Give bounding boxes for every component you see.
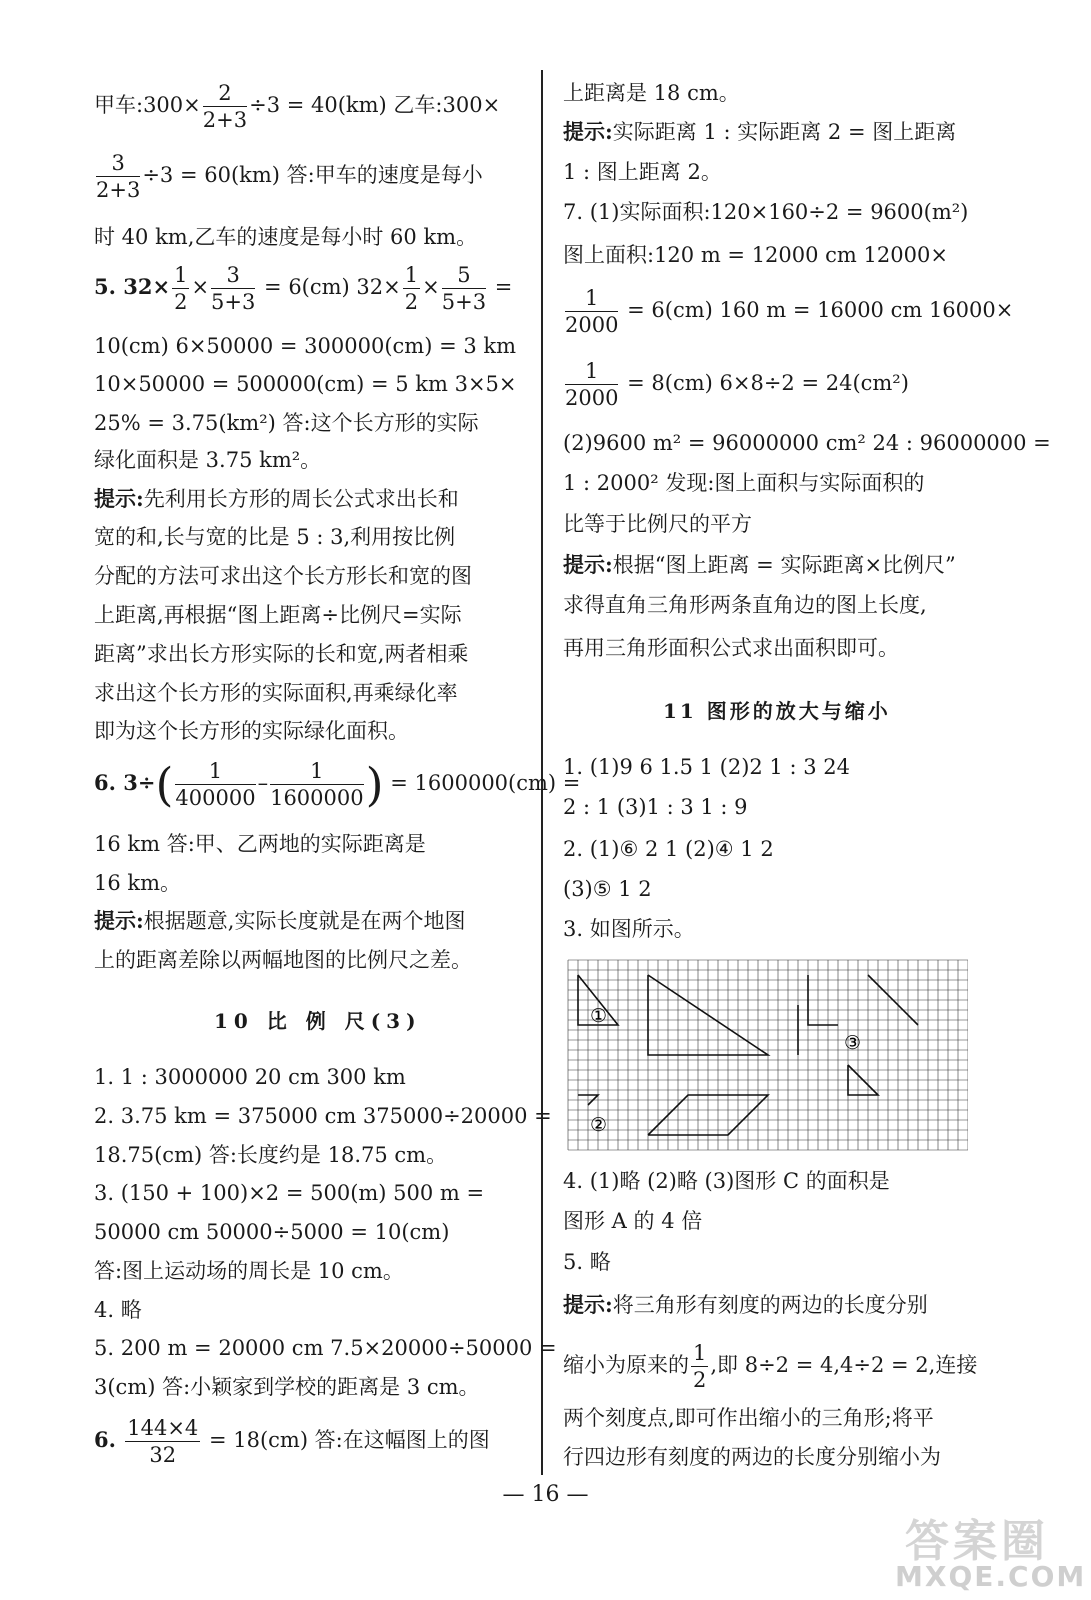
answer-line: 6. 3÷( $\frac{1}{400000}$ – $\frac{1}{1600000}$ ) = 1600000(cm) = [94, 757, 581, 812]
answer-line: 5. 略 [563, 1250, 611, 1274]
watermark [895, 1505, 1087, 1595]
hint-line: 分配的方法可求出这个长方形长和宽的图 [94, 564, 472, 588]
answer-line: 绿化面积是 3.75 km²。 [94, 448, 322, 472]
shape-label-1: ① [590, 1005, 608, 1027]
answer-line: 比等于比例尺的平方 [563, 512, 752, 536]
section-title: 11 图形的放大与缩小 [663, 699, 891, 723]
section-title: 10 比 例 尺(3) [214, 1009, 422, 1033]
answer-line: 10×50000 = 500000(cm) = 5 km 3×5× [94, 372, 517, 396]
hint-line: 缩小为原来的 $\frac{1}{2}$ ,即 8÷2 = 4,4÷2 = 2,连接 [563, 1341, 978, 1392]
fraction: $\frac{2}{2+3}$ [202, 81, 248, 132]
answer-line: 甲车:300× $\frac{2}{2+3}$ ÷3 = 40(km) 乙车:300× [94, 81, 501, 132]
answer-line: 答:图上运动场的周长是 10 cm。 [94, 1259, 404, 1283]
answer-line: 3. 如图所示。 [563, 917, 695, 941]
answer-line: 1. (1)9 6 1.5 1 (2)2 1 : 3 24 [563, 755, 850, 779]
hint-line: 行四边形有刻度的两边的长度分别缩小为 [563, 1445, 941, 1469]
hint-line: 上距离,再根据“图上距离÷比例尺=实际 [94, 603, 462, 627]
answer-line: (2)9600 m² = 96000000 cm² 24 : 96000000 = [563, 431, 1051, 455]
answer-line: 3(cm) 答:小颖家到学校的距离是 3 cm。 [94, 1375, 480, 1399]
watermark-url: MXQE.COM [895, 1560, 1087, 1593]
answer-line: 6. $\frac{144\times 4}{32}$ = 18(cm) 答:在这幅图上的图 [94, 1416, 490, 1467]
hint-line: 宽的和,长与宽的比是 5 : 3,利用按比例 [94, 525, 456, 549]
fraction: $\frac{1}{2}$ [693, 1341, 707, 1392]
answer-line: 2. 3.75 km = 375000 cm 375000÷20000 = [94, 1104, 552, 1128]
answer-line: 4. 略 [94, 1298, 142, 1322]
fraction: $\frac{1}{2000}$ [565, 286, 619, 337]
answer-line: $\frac{1}{2000}$ = 6(cm) 160 m = 16000 cm 16000× [565, 286, 1014, 337]
hint-line: 再用三角形面积公式求出面积即可。 [563, 636, 899, 660]
answer-line: 25% = 3.75(km²) 答:这个长方形的实际 [94, 411, 479, 435]
answer-line: 图上面积:120 m = 12000 cm 12000× [563, 243, 948, 267]
answer-line: 5. 32× $\frac{1}{2}$ × $\frac{3}{5+3}$ = 6(cm) 32× $\frac{1}{2}$ × $\frac{5}{5+3}$ = [94, 263, 513, 314]
answer-line: 2 : 1 (3)1 : 3 1 : 9 [563, 795, 748, 819]
answer-line: 16 km 答:甲、乙两地的实际距离是 [94, 832, 426, 856]
fraction: $\frac{1}{2}$ [174, 263, 188, 314]
answer-line: 16 km。 [94, 871, 182, 895]
fraction: $\frac{3}{5+3}$ [211, 263, 256, 314]
answer-line: 7. (1)实际面积:120×160÷2 = 9600(m²) [563, 200, 969, 224]
hint-line: 求出这个长方形的实际面积,再乘绿化率 [94, 681, 458, 705]
hint-line: 上的距离差除以两幅地图的比例尺之差。 [94, 948, 472, 972]
hint-line: 两个刻度点,即可作出缩小的三角形;将平 [563, 1406, 934, 1430]
fraction: $\frac{5}{5+3}$ [441, 263, 487, 314]
hint-line: 距离”求出长方形实际的长和宽,两者相乘 [94, 642, 469, 666]
answer-line: (3)⑤ 1 2 [563, 877, 652, 901]
hint-line: 1 : 图上距离 2。 [563, 160, 722, 184]
open-paren: ( [155, 757, 174, 812]
answer-line: $\frac{3}{2+3}$ ÷3 = 60(km) 答:甲车的速度是每小 [96, 151, 483, 202]
answer-line: 10(cm) 6×50000 = 300000(cm) = 3 km [94, 334, 517, 358]
hint-line: 即为这个长方形的实际绿化面积。 [94, 719, 409, 743]
answer-line: 1 : 2000² 发现:图上面积与实际面积的 [563, 471, 925, 495]
fraction: $\frac{1}{2}$ [404, 263, 419, 314]
page-number: — 16 — [502, 1482, 589, 1507]
fraction: $\frac{3}{2+3}$ [96, 151, 141, 202]
shape-label-3: ③ [844, 1032, 862, 1054]
hint-line: 提示:实际距离 1 : 实际距离 2 = 图上距离 [563, 119, 957, 144]
shape-label-2: ② [590, 1114, 608, 1136]
hint-line: 提示:根据题意,实际长度就是在两个地图 [94, 908, 466, 933]
answer-line: 18.75(cm) 答:长度约是 18.75 cm。 [94, 1143, 448, 1167]
grid-figure [563, 958, 968, 1153]
hint-line: 提示:先利用长方形的周长公式求出长和 [94, 486, 459, 511]
watermark-logo: 答案圈 [905, 1516, 1049, 1567]
answer-line: 上距离是 18 cm。 [563, 81, 740, 105]
hint-line: 求得直角三角形两条直角边的图上长度, [563, 593, 927, 617]
answer-line: 5. 200 m = 20000 cm 7.5×20000÷50000 = [94, 1336, 557, 1360]
hint-line: 提示:将三角形有刻度的两边的长度分别 [563, 1292, 928, 1317]
answer-line: 3. (150 + 100)×2 = 500(m) 500 m = [94, 1181, 485, 1205]
answer-line: 时 40 km,乙车的速度是每小时 60 km。 [94, 225, 478, 249]
close-paren: ) [365, 757, 384, 812]
answer-line: 50000 cm 50000÷5000 = 10(cm) [94, 1220, 450, 1244]
hint-line: 提示:根据“图上距离 = 实际距离×比例尺” [563, 552, 956, 577]
answer-line: 1. 1 : 3000000 20 cm 300 km [94, 1065, 406, 1089]
answer-line: 图形 A 的 4 倍 [563, 1209, 703, 1233]
fraction: $\frac{1}{1600000}$ [270, 759, 364, 810]
fraction: $\frac{1}{400000}$ [175, 759, 256, 810]
fraction: $\frac{144\times 4}{32}$ [127, 1416, 199, 1467]
answer-line: 2. (1)⑥ 2 1 (2)④ 1 2 [563, 837, 774, 861]
fraction: $\frac{1}{2000}$ [565, 359, 619, 410]
answer-line: $\frac{1}{2000}$ = 8(cm) 6×8÷2 = 24(cm²) [565, 359, 909, 410]
answer-line: 4. (1)略 (2)略 (3)图形 C 的面积是 [563, 1169, 890, 1193]
